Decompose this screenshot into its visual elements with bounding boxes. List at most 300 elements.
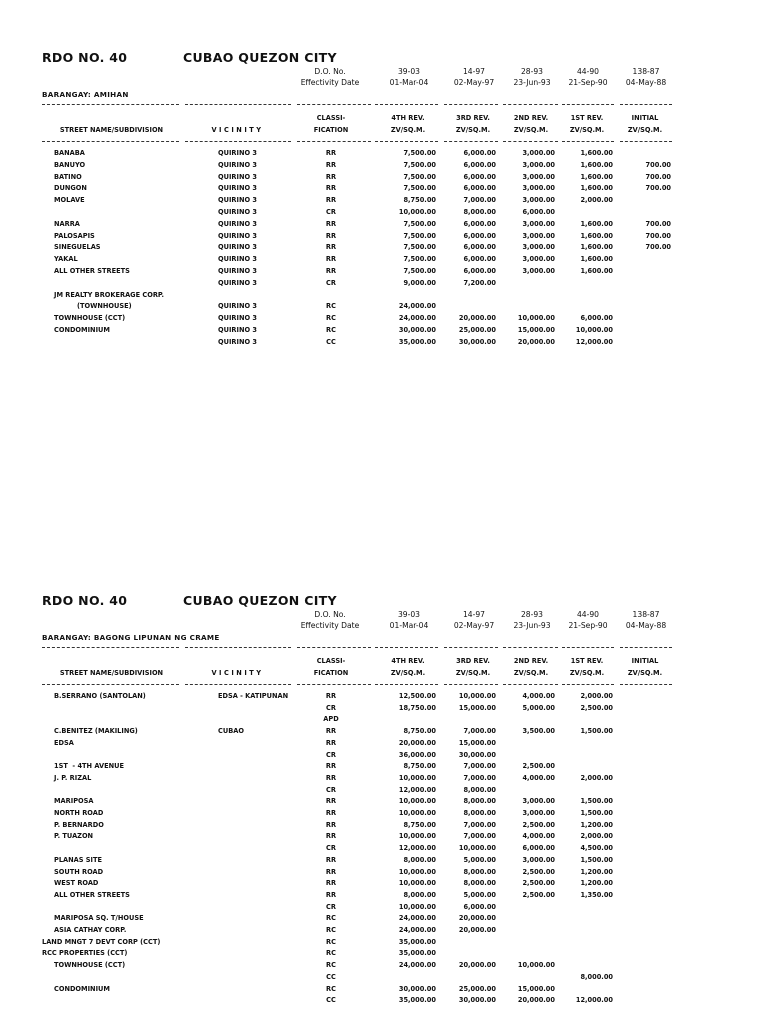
rev2-value-cell: 3,000.00 (522, 243, 555, 252)
classification-cell: RR (325, 267, 337, 275)
rev1-value-cell: 1,350.00 (580, 890, 613, 899)
street-cell: WEST ROAD (54, 879, 99, 888)
divider (620, 684, 672, 685)
initial-value-cell: 700.00 (645, 160, 671, 169)
vicinity-cell: QUIRINO 3 (218, 149, 257, 157)
table-row (0, 914, 768, 925)
rev1-value-cell: 1,200.00 (580, 867, 613, 876)
do-number: 14-97 (462, 67, 486, 76)
rev3-value-cell: 20,000.00 (458, 314, 496, 323)
table-row (0, 243, 768, 254)
col-rev3-unit: ZV/SQ.M. (455, 126, 491, 134)
street-cell: 1ST - 4TH AVENUE (54, 762, 124, 771)
col-rev3-unit: ZV/SQ.M. (455, 669, 491, 677)
rev4-value-cell: 8,000.00 (403, 855, 436, 864)
table-row (0, 291, 768, 302)
table-row (0, 220, 768, 231)
table-row (0, 973, 768, 984)
rev3-value-cell: 6,000.00 (463, 184, 496, 193)
rev2-value-cell: 6,000.00 (522, 208, 555, 216)
rev3-value-cell: 6,000.00 (463, 267, 496, 275)
rev4-value-cell: 12,000.00 (398, 844, 436, 853)
classification-cell: RR (325, 196, 337, 205)
rev4-value-cell: 7,500.00 (403, 219, 436, 228)
table-row (0, 809, 768, 820)
col-initial-unit: ZV/SQ.M. (627, 126, 663, 134)
rev2-value-cell: 3,000.00 (522, 160, 555, 169)
rev2-value-cell: 20,000.00 (517, 996, 555, 1005)
street-cell: CONDOMINIUM (54, 326, 110, 334)
divider (503, 141, 558, 142)
rev1-value-cell: 10,000.00 (575, 326, 613, 334)
table-row (0, 879, 768, 890)
table-row (0, 267, 768, 278)
classification-cell: RR (325, 727, 337, 736)
effectivity-date: 23-Jun-93 (513, 621, 551, 630)
table-row (0, 279, 768, 290)
table-row (0, 173, 768, 184)
col-rev3: 3RD REV. (456, 657, 490, 665)
classification-cell: RC (326, 314, 336, 323)
table-row (0, 797, 768, 808)
rev4-value-cell: 10,000.00 (398, 773, 436, 782)
rev4-value-cell: 7,500.00 (403, 255, 436, 264)
classification-cell: CR (326, 750, 336, 759)
rev2-value-cell: 3,000.00 (522, 196, 555, 205)
col-street: STREET NAME/SUBDIVISION (59, 126, 164, 134)
street-cell: SOUTH ROAD (54, 867, 104, 876)
table-row (0, 821, 768, 832)
table-row (0, 961, 768, 972)
col-rev2-unit: ZV/SQ.M. (513, 126, 549, 134)
table-row (0, 692, 768, 703)
rev1-value-cell: 1,600.00 (580, 172, 613, 181)
street-cell: P. TUAZON (54, 832, 94, 841)
classification-cell: RR (325, 738, 337, 747)
classification-cell: RR (325, 797, 337, 806)
street-cell: EDSA (54, 738, 74, 747)
classification-cell: RC (326, 326, 336, 334)
vicinity-cell: EDSA - KATIPUNAN (218, 692, 289, 700)
table-row (0, 985, 768, 996)
street-cell: SINEGUELAS (54, 243, 101, 252)
street-cell: BATINO (54, 172, 82, 181)
vicinity-cell: QUIRINO 3 (218, 184, 257, 193)
classification-cell: RC (326, 926, 336, 934)
rev3-value-cell: 8,000.00 (463, 867, 496, 876)
street-cell: (TOWNHOUSE) (54, 302, 132, 311)
divider (503, 684, 558, 685)
divider (375, 141, 438, 142)
rev4-value-cell: 18,750.00 (398, 703, 436, 712)
table-row (0, 844, 768, 855)
rev1-value-cell: 1,200.00 (580, 879, 613, 888)
rev4-value-cell: 20,000.00 (398, 738, 436, 747)
divider (503, 104, 558, 105)
divider (42, 104, 179, 105)
divider (503, 647, 558, 648)
table-row (0, 338, 768, 349)
classification-cell: RR (325, 160, 337, 169)
classification-cell: RR (325, 219, 337, 228)
classification-cell: RC (326, 914, 336, 923)
rev1-value-cell: 4,500.00 (580, 844, 613, 853)
table-row (0, 232, 768, 243)
rev4-value-cell: 24,000.00 (398, 926, 436, 934)
divider (444, 104, 498, 105)
vicinity-cell: QUIRINO 3 (218, 219, 257, 228)
col-initial: INITIAL (631, 657, 659, 665)
effectivity-date: 02-May-97 (453, 621, 495, 630)
rev1-value-cell: 6,000.00 (580, 314, 613, 323)
street-cell: CONDOMINIUM (54, 984, 110, 993)
rev1-value-cell: 2,000.00 (580, 196, 613, 205)
rev1-value-cell: 1,200.00 (580, 820, 613, 829)
divider (562, 684, 614, 685)
divider (375, 684, 438, 685)
rev3-value-cell: 7,000.00 (463, 773, 496, 782)
rev2-value-cell: 2,500.00 (522, 890, 555, 899)
classification-cell: RC (326, 937, 336, 946)
rev3-value-cell: 8,000.00 (463, 208, 496, 216)
col-rev1: 1ST REV. (570, 114, 604, 122)
street-cell: B.SERRANO (SANTOLAN) (54, 692, 146, 700)
rev3-value-cell: 20,000.00 (458, 926, 496, 934)
classification-cell: RR (325, 867, 337, 876)
do-number: 138-87 (632, 67, 660, 76)
classification-cell: APD (323, 715, 339, 724)
classification-cell: RR (325, 149, 337, 157)
col-rev1: 1ST REV. (570, 657, 604, 665)
rev1-value-cell: 1,600.00 (580, 243, 613, 252)
divider (562, 141, 614, 142)
col-rev4: 4TH REV. (391, 657, 425, 665)
table-row (0, 715, 768, 726)
effectivity-label: Effectivity Date (300, 78, 360, 87)
col-rev4: 4TH REV. (391, 114, 425, 122)
rev2-value-cell: 4,000.00 (522, 773, 555, 782)
vicinity-cell: QUIRINO 3 (218, 231, 257, 240)
table-row (0, 314, 768, 325)
classification-cell: CR (326, 844, 336, 853)
rev2-value-cell: 3,500.00 (522, 727, 555, 736)
rev1-value-cell: 2,500.00 (580, 703, 613, 712)
effectivity-date: 02-May-97 (453, 78, 495, 87)
street-cell: RCC PROPERTIES (CCT) (42, 949, 128, 958)
classification-cell: CR (326, 785, 336, 794)
col-rev3: 3RD REV. (456, 114, 490, 122)
street-cell: P. BERNARDO (54, 820, 104, 829)
street-cell: MARIPOSA (54, 797, 94, 806)
rev4-value-cell: 8,750.00 (403, 820, 436, 829)
effectivity-date: 23-Jun-93 (513, 78, 551, 87)
city-title: CUBAO QUEZON CITY (183, 593, 337, 608)
divider (620, 141, 672, 142)
do-number: 28-93 (520, 610, 544, 619)
street-cell: ALL OTHER STREETS (54, 267, 130, 275)
rev3-value-cell: 10,000.00 (458, 692, 496, 700)
rev4-value-cell: 7,500.00 (403, 184, 436, 193)
divider (444, 684, 498, 685)
table-row (0, 255, 768, 266)
table-row (0, 149, 768, 160)
rev4-value-cell: 10,000.00 (398, 832, 436, 841)
do-number: 44-90 (576, 67, 600, 76)
rev2-value-cell: 3,000.00 (522, 855, 555, 864)
rev2-value-cell: 10,000.00 (517, 314, 555, 323)
rev1-value-cell: 1,600.00 (580, 160, 613, 169)
rev3-value-cell: 8,000.00 (463, 797, 496, 806)
rev3-value-cell: 8,000.00 (463, 809, 496, 817)
effectivity-label: Effectivity Date (300, 621, 360, 630)
classification-cell: CR (326, 208, 336, 216)
effectivity-date: 21-Sep-90 (568, 78, 608, 87)
street-cell: BANABA (54, 149, 85, 157)
street-cell: TOWNHOUSE (CCT) (54, 961, 126, 970)
rev4-value-cell: 24,000.00 (398, 914, 436, 923)
street-cell: TOWNHOUSE (CCT) (54, 314, 126, 323)
street-cell: DUNGON (54, 184, 87, 193)
rev4-value-cell: 8,750.00 (403, 762, 436, 771)
street-cell: MOLAVE (54, 196, 85, 205)
rev3-value-cell: 8,000.00 (463, 785, 496, 794)
street-cell: C.BENITEZ (MAKILING) (54, 727, 138, 736)
rev4-value-cell: 30,000.00 (398, 326, 436, 334)
rev1-value-cell: 2,000.00 (580, 692, 613, 700)
vicinity-cell: QUIRINO 3 (218, 302, 257, 311)
initial-value-cell: 700.00 (645, 184, 671, 193)
classification-cell: RR (325, 231, 337, 240)
street-cell: J. P. RIZAL (54, 773, 92, 782)
vicinity-cell: CUBAO (218, 727, 244, 736)
rev3-value-cell: 7,000.00 (463, 820, 496, 829)
vicinity-cell: QUIRINO 3 (218, 267, 257, 275)
rev3-value-cell: 6,000.00 (463, 243, 496, 252)
table-row (0, 949, 768, 960)
rev4-value-cell: 10,000.00 (398, 208, 436, 216)
street-cell: BANUYO (54, 160, 86, 169)
rev4-value-cell: 7,500.00 (403, 172, 436, 181)
rev1-value-cell: 1,600.00 (580, 149, 613, 157)
rev4-value-cell: 10,000.00 (398, 809, 436, 817)
divider (185, 141, 291, 142)
rev3-value-cell: 7,000.00 (463, 762, 496, 771)
rev3-value-cell: 30,000.00 (458, 996, 496, 1005)
rev4-value-cell: 35,000.00 (398, 949, 436, 958)
vicinity-cell: QUIRINO 3 (218, 196, 257, 205)
col-classification: CLASSI- (316, 114, 346, 122)
rev4-value-cell: 12,000.00 (398, 785, 436, 794)
rev3-value-cell: 25,000.00 (458, 984, 496, 993)
rev4-value-cell: 7,500.00 (403, 160, 436, 169)
col-classification: FICATION (313, 126, 349, 134)
table-row (0, 704, 768, 715)
rev4-value-cell: 12,500.00 (398, 692, 436, 700)
vicinity-cell: QUIRINO 3 (218, 255, 257, 264)
classification-cell: RR (325, 855, 337, 864)
rev2-value-cell: 3,000.00 (522, 809, 555, 817)
col-rev2: 2ND REV. (513, 114, 549, 122)
divider (185, 684, 291, 685)
rev2-value-cell: 3,000.00 (522, 184, 555, 193)
rev2-value-cell: 3,000.00 (522, 231, 555, 240)
rev3-value-cell: 6,000.00 (463, 219, 496, 228)
rev3-value-cell: 7,000.00 (463, 832, 496, 841)
classification-cell: RR (325, 172, 337, 181)
street-cell: ALL OTHER STREETS (54, 890, 130, 899)
rev3-value-cell: 15,000.00 (458, 738, 496, 747)
street-cell: PLANAS SITE (54, 855, 103, 864)
rev4-value-cell: 7,500.00 (403, 267, 436, 275)
col-initial: INITIAL (631, 114, 659, 122)
rev3-value-cell: 30,000.00 (458, 337, 496, 346)
rev1-value-cell: 2,000.00 (580, 832, 613, 841)
rev2-value-cell: 4,000.00 (522, 692, 555, 700)
table-row (0, 832, 768, 843)
barangay-label: BARANGAY: BAGONG LIPUNAN NG CRAME (42, 633, 220, 642)
table-row (0, 762, 768, 773)
street-cell: NARRA (54, 219, 80, 228)
classification-cell: CR (326, 703, 336, 712)
do-number: 39-03 (397, 67, 421, 76)
rev3-value-cell: 6,000.00 (463, 172, 496, 181)
rev1-value-cell: 2,000.00 (580, 773, 613, 782)
classification-cell: CC (326, 996, 336, 1005)
col-rev1-unit: ZV/SQ.M. (569, 126, 605, 134)
classification-cell: RR (325, 879, 337, 888)
col-street: STREET NAME/SUBDIVISION (59, 669, 164, 677)
do-no-label: D.O. No. (314, 610, 346, 619)
vicinity-cell: QUIRINO 3 (218, 243, 257, 252)
rev2-value-cell: 3,000.00 (522, 219, 555, 228)
divider (620, 647, 672, 648)
rev1-value-cell: 1,500.00 (580, 809, 613, 817)
table-row (0, 196, 768, 207)
initial-value-cell: 700.00 (645, 231, 671, 240)
divider (42, 141, 179, 142)
col-initial-unit: ZV/SQ.M. (627, 669, 663, 677)
rev2-value-cell: 2,500.00 (522, 879, 555, 888)
rev3-value-cell: 6,000.00 (463, 255, 496, 264)
rev2-value-cell: 20,000.00 (517, 337, 555, 346)
rev4-value-cell: 35,000.00 (398, 996, 436, 1005)
classification-cell: RR (325, 762, 337, 771)
street-cell: PALOSAPIS (54, 231, 95, 240)
col-rev1-unit: ZV/SQ.M. (569, 669, 605, 677)
table-row (0, 926, 768, 937)
divider (620, 104, 672, 105)
rev3-value-cell: 6,000.00 (463, 160, 496, 169)
divider (444, 647, 498, 648)
street-cell: MARIPOSA SQ. T/HOUSE (54, 914, 144, 923)
rev4-value-cell: 10,000.00 (398, 797, 436, 806)
rev3-value-cell: 10,000.00 (458, 844, 496, 853)
rev3-value-cell: 20,000.00 (458, 914, 496, 923)
vicinity-cell: QUIRINO 3 (218, 172, 257, 181)
classification-cell: RC (326, 949, 336, 958)
rev4-value-cell: 7,500.00 (403, 231, 436, 240)
rev3-value-cell: 25,000.00 (458, 326, 496, 334)
rev4-value-cell: 24,000.00 (398, 314, 436, 323)
street-cell: JM REALTY BROKERAGE CORP. (54, 290, 165, 299)
initial-value-cell: 700.00 (645, 219, 671, 228)
rev1-value-cell: 1,600.00 (580, 255, 613, 264)
rev4-value-cell: 7,500.00 (403, 243, 436, 252)
vicinity-cell: QUIRINO 3 (218, 337, 257, 346)
rev4-value-cell: 35,000.00 (398, 937, 436, 946)
rev3-value-cell: 5,000.00 (463, 890, 496, 899)
classification-cell: RR (325, 820, 337, 829)
rev4-value-cell: 10,000.00 (398, 879, 436, 888)
city-title: CUBAO QUEZON CITY (183, 50, 337, 65)
rev4-value-cell: 8,750.00 (403, 727, 436, 736)
initial-value-cell: 700.00 (645, 172, 671, 181)
street-cell: ASIA CATHAY CORP. (54, 926, 127, 934)
divider (185, 647, 291, 648)
rev4-value-cell: 9,000.00 (403, 278, 436, 287)
rev2-value-cell: 3,000.00 (522, 255, 555, 264)
rev2-value-cell: 15,000.00 (517, 326, 555, 334)
rev1-value-cell: 8,000.00 (580, 972, 613, 981)
classification-cell: RC (326, 961, 336, 970)
do-number: 138-87 (632, 610, 660, 619)
table-row (0, 996, 768, 1007)
do-number: 14-97 (462, 610, 486, 619)
divider (297, 141, 371, 142)
classification-cell: RR (325, 184, 337, 193)
effectivity-date: 04-May-88 (625, 78, 667, 87)
rev2-value-cell: 2,500.00 (522, 762, 555, 771)
rev1-value-cell: 1,500.00 (580, 855, 613, 864)
table-row (0, 208, 768, 219)
effectivity-date: 21-Sep-90 (568, 621, 608, 630)
col-classification: CLASSI- (316, 657, 346, 665)
classification-cell: RR (325, 255, 337, 264)
table-row (0, 891, 768, 902)
rev4-value-cell: 24,000.00 (398, 961, 436, 970)
effectivity-date: 01-Mar-04 (389, 621, 429, 630)
table-row (0, 302, 768, 313)
rev4-value-cell: 35,000.00 (398, 337, 436, 346)
classification-cell: CC (326, 972, 336, 981)
rev3-value-cell: 30,000.00 (458, 750, 496, 759)
table-row (0, 774, 768, 785)
table-row (0, 903, 768, 914)
divider (297, 684, 371, 685)
rev2-value-cell: 3,000.00 (522, 267, 555, 275)
rev2-value-cell: 15,000.00 (517, 984, 555, 993)
rev3-value-cell: 7,200.00 (463, 278, 496, 287)
table-row (0, 786, 768, 797)
classification-cell: RC (326, 302, 336, 311)
street-cell: NORTH ROAD (54, 809, 104, 817)
rev2-value-cell: 6,000.00 (522, 844, 555, 853)
rev4-value-cell: 8,750.00 (403, 196, 436, 205)
rev4-value-cell: 10,000.00 (398, 902, 436, 911)
divider (375, 104, 438, 105)
effectivity-date: 04-May-88 (625, 621, 667, 630)
rev1-value-cell: 1,600.00 (580, 267, 613, 275)
rev1-value-cell: 1,500.00 (580, 727, 613, 736)
rev2-value-cell: 10,000.00 (517, 961, 555, 970)
divider (185, 104, 291, 105)
table-row (0, 751, 768, 762)
street-cell: YAKAL (54, 255, 78, 264)
vicinity-cell: QUIRINO 3 (218, 278, 257, 287)
rev3-value-cell: 7,000.00 (463, 727, 496, 736)
divider (562, 647, 614, 648)
rdo-number: RDO NO. 40 (42, 50, 128, 65)
